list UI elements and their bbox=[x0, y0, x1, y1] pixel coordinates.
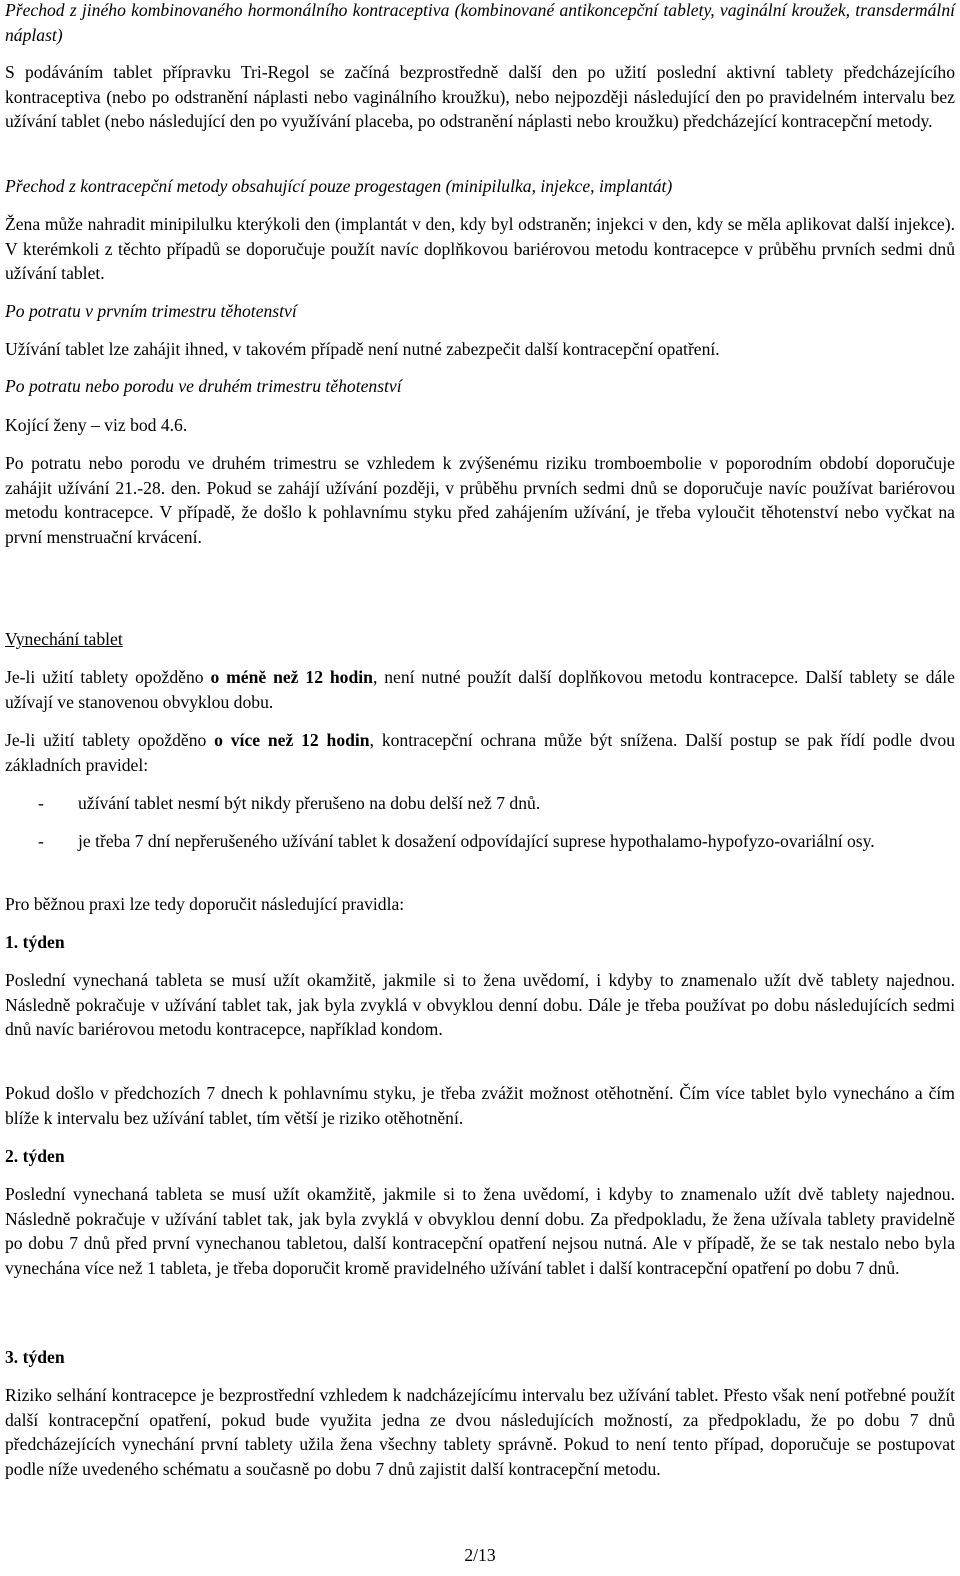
bold-mene-nez-12: o méně než 12 hodin bbox=[210, 667, 373, 687]
rule-text: je třeba 7 dní nepřerušeného užívání tablet k dosažení odpovídající suprese hypothalamo-hypofyzo-ovariální osy. bbox=[78, 831, 875, 851]
paragraph-prechod-progestagen: Žena může nahradit minipilulku kterýkoli den (implantát v den, kdy byl odstraněn; injekci v den, kdy se měla aplikovat další injekce). V kterémkoli z těchto případů se doporučuje použít navíc doplňkovou bariérovou metodu kontracepce v průběhu prvních sedmi dnů užívání tablet. bbox=[5, 214, 955, 283]
paragraph-tyden-2: Poslední vynechaná tableta se musí užít okamžitě, jakmile si to žena uvědomí, i kdyby to znamenalo užít dvě tablety najednou. Následně pokračuje v užívání tablet tak, jak byla zvyklá v obvyklou denní dobu. Za předpokladu, že žena užívala tablety pravidelně po dobu 7 dnů před první vynechanou tabletou, další kontracepční opatření nejsou nutná. Ale v případě, že se tak nestalo nebo byla vynechána více než 1 tableta, je třeba doporučit kromě pravidelného užívání tablet i další kontracepční opatření po dobu 7 dnů. bbox=[5, 1184, 955, 1278]
list-dash: - bbox=[38, 793, 44, 813]
heading-tyden-2: 2. týden bbox=[5, 1146, 65, 1166]
paragraph-tyden-3: Riziko selhání kontracepce je bezprostřední vzhledem k nadcházejícímu intervalu bez užívání tablet. Přesto však není potřebné použít další kontracepční opatření, pokud bude využita jedna ze dvou následujících možností, za předpokladu, že po dobu 7 dnů předcházejících vynechání první tablety užila žena všechny tablety správně. Pokud to není tento případ, doporučuje se postupovat podle níže uvedeného schématu a současně po dobu 7 dnů zajistit další kontracepční metodu. bbox=[5, 1385, 955, 1479]
rule-text: užívání tablet nesmí být nikdy přerušeno na dobu delší než 7 dnů. bbox=[78, 793, 541, 813]
paragraph-vynechani-vice: Je-li užití tablety opožděno o více než 12 hodin, kontracepční ochrana může být snížena. Další postup se pak řídí podle dvou základních pravidel: bbox=[5, 730, 955, 775]
paragraph-potrat-prvni: Užívání tablet lze zahájit ihned, v takovém případě není nutné zabezpečit další kontracepční opatření. bbox=[5, 339, 720, 359]
bold-vice-nez-12: o více než 12 hodin bbox=[214, 730, 370, 750]
paragraph-tyden-1-a: Poslední vynechaná tableta se musí užít okamžitě, jakmile si to žena uvědomí, i kdyby to znamenalo užít dvě tablety najednou. Následně pokračuje v užívání tablet tak, jak byla zvyklá v obvyklou denní dobu. Dále je třeba používat po dobu následujících sedmi dnů navíc bariérovou metodu kontracepce, například kondom. bbox=[5, 970, 955, 1039]
paragraph-potrat-druhy: Po potratu nebo porodu ve druhém trimestru se vzhledem k zvýšenému riziku tromboembolie v poporodním období doporučuje zahájit užívání 21.-28. den. Pokud se zahájí užívání později, v průběhu prvních sedmi dnů se doporučuje navíc používat bariérovou metodu kontracepce. V případě, že došlo k pohlavnímu styku před zahájením užívání, je třeba vyloučit těhotenství nebo vyčkat na první menstruační krvácení. bbox=[5, 453, 955, 547]
heading-vynechani-tablet: Vynechání tablet bbox=[5, 629, 123, 649]
paragraph-tyden-1-b: Pokud došlo v předchozích 7 dnech k pohlavnímu styku, je třeba zvážit možnost otěhotnění. Čím více tablet bylo vynecháno a čím blíže k intervalu bez užívání tablet, tím větší je riziko otěhotnění. bbox=[5, 1083, 955, 1128]
heading-prechod-kombinovany: Přechod z jiného kombinovaného hormonálního kontraceptiva (kombinované antikoncepční tablety, vaginální kroužek, transdermální náplast) bbox=[5, 0, 955, 45]
heading-tyden-1: 1. týden bbox=[5, 932, 65, 952]
page-number: 2/13 bbox=[464, 1545, 496, 1565]
heading-potrat-prvni: Po potratu v prvním trimestru těhotenství bbox=[5, 301, 297, 321]
heading-tyden-3: 3. týden bbox=[5, 1347, 65, 1367]
heading-prechod-progestagen: Přechod z kontracepční metody obsahující pouze progestagen (minipilulka, injekce, implantát) bbox=[5, 176, 673, 196]
heading-potrat-druhy: Po potratu nebo porodu ve druhém trimestru těhotenství bbox=[5, 376, 402, 396]
paragraph-vynechani-mene: Je-li užití tablety opožděno o méně než 12 hodin, není nutné použít další doplňkovou metodu kontracepce. Další tablety se dále užívají ve stanovenou obvyklou dobu. bbox=[5, 667, 955, 712]
paragraph-kojici-zeny: Kojící ženy – viz bod 4.6. bbox=[5, 415, 188, 435]
paragraph-bezna-praxe: Pro běžnou praxi lze tedy doporučit následující pravidla: bbox=[5, 894, 405, 914]
list-dash: - bbox=[38, 831, 44, 851]
paragraph-prechod-kombinovany: S podáváním tablet přípravku Tri-Regol se začíná bezprostředně další den po užití poslední aktivní tablety předcházejícího kontraceptiva (nebo po odstranění náplasti nebo vaginálního kroužku), nebo nejpozději následující den po pravidelném intervalu bez užívání tablet (nebo následující den po využívání placeba, po odstranění náplasti nebo kroužku) předcházející kontracepční metody. bbox=[5, 62, 955, 131]
